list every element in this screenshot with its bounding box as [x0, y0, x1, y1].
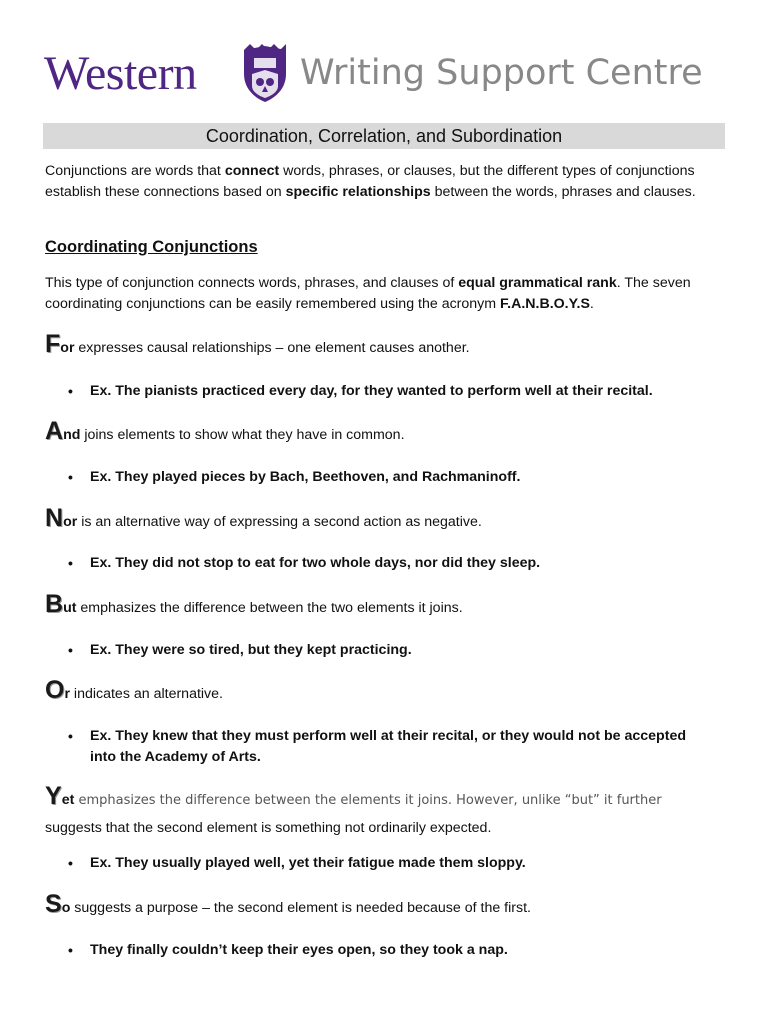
- bullet: •: [68, 555, 73, 571]
- acronym: F.A.N.B.O.Y.S: [500, 295, 590, 312]
- fanboys-but: [45, 590, 735, 619]
- section-intro-paragraph: [45, 273, 725, 314]
- fanboys-nor: [45, 504, 735, 533]
- section-intro-text: This type of conjunction connects words, phrases, and clauses of: [45, 275, 459, 291]
- conjunction-description: indicates an alternative.: [69, 686, 223, 702]
- fanboys-and: [45, 417, 735, 446]
- bullet: •: [68, 942, 73, 958]
- conjunction-rest: or: [63, 514, 78, 530]
- conjunction-description: emphasizes the difference between the elements it joins. However, unlike “but” it further: [74, 793, 662, 808]
- header: [44, 42, 734, 112]
- bullet: •: [68, 383, 73, 399]
- section-intro-text: .: [589, 295, 594, 312]
- example-text: Ex. They were so tired, but they kept practicing.: [90, 642, 412, 658]
- drop-cap: O: [45, 676, 65, 704]
- conjunction-description: is an alternative way of expressing a second action as negative.: [77, 514, 482, 530]
- conjunction-rest: et: [61, 792, 75, 808]
- intro-emphasis: specific relationships: [285, 183, 431, 200]
- fanboys-yet: [45, 782, 735, 811]
- example-item: [68, 553, 688, 574]
- example-text: Ex. They knew that they must perform well at their recital, or they would not be accepted into the Academy of Arts.: [90, 728, 687, 765]
- conjunction-rest: nd: [63, 427, 81, 443]
- conjunction-rest: or: [60, 340, 75, 356]
- conjunction-rest: r: [64, 686, 70, 702]
- drop-cap: N: [45, 504, 64, 532]
- example-text: Ex. The pianists practiced every day, for they wanted to perform well at their recital.: [90, 383, 653, 399]
- fanboys-so: [45, 890, 735, 919]
- site-subtitle: Writing Support Centre: [300, 53, 703, 93]
- bullet: •: [68, 728, 73, 744]
- conjunction-description: expresses causal relationships – one element causes another.: [74, 340, 470, 356]
- drop-cap: B: [45, 590, 64, 618]
- conjunction-description: suggests a purpose – the second element is needed because of the first.: [70, 900, 531, 916]
- intro-emphasis: connect: [224, 163, 280, 179]
- conjunction-rest: o: [61, 900, 71, 916]
- brand-logo-text: Western: [44, 47, 197, 100]
- conjunction-rest: ut: [63, 600, 77, 616]
- intro-text: Conjunctions are words that: [45, 163, 225, 179]
- example-item: [68, 853, 688, 874]
- bullet: •: [68, 469, 73, 485]
- example-item: [68, 940, 688, 961]
- section-intro-text: . The seven coordinating conjunctions can be easily remembered using the acronym: [45, 275, 691, 312]
- shield-crest-icon: [240, 44, 290, 104]
- intro-paragraph: [45, 161, 725, 202]
- conjunction-description: emphasizes the difference between the two elements it joins.: [76, 600, 463, 616]
- conjunction-description: joins elements to show what they have in common.: [80, 427, 405, 443]
- example-text: Ex. They usually played well, yet their fatigue made them sloppy.: [90, 855, 526, 871]
- drop-cap: Y: [45, 782, 62, 810]
- drop-cap: A: [45, 417, 64, 445]
- bullet: •: [68, 855, 73, 871]
- example-item: [68, 467, 688, 488]
- section-heading: Coordinating Conjunctions: [45, 238, 258, 256]
- drop-cap: S: [45, 890, 62, 918]
- example-text: They finally couldn’t keep their eyes open, so they took a nap.: [90, 942, 508, 958]
- example-item: [68, 381, 688, 402]
- example-text: Ex. They played pieces by Bach, Beethoven, and Rachmaninoff.: [90, 469, 521, 485]
- fanboys-for: [45, 330, 735, 359]
- page-title: Coordination, Correlation, and Subordination: [43, 123, 725, 149]
- drop-cap: F: [45, 330, 61, 358]
- example-item: [68, 640, 688, 661]
- bullet: •: [68, 642, 73, 658]
- intro-text: words, phrases, or clauses, but the different types of conjunctions establish these connections based on: [45, 163, 695, 200]
- intro-text: between the words, phrases and clauses.: [430, 183, 696, 200]
- fanboys-or: [45, 676, 735, 705]
- conjunction-description-continued: suggests that the second element is something not ordinarily expected.: [45, 820, 492, 836]
- example-text: Ex. They did not stop to eat for two whole days, nor did they sleep.: [90, 555, 541, 571]
- section-intro-emphasis: equal grammatical rank: [458, 275, 617, 291]
- example-item: [68, 726, 688, 768]
